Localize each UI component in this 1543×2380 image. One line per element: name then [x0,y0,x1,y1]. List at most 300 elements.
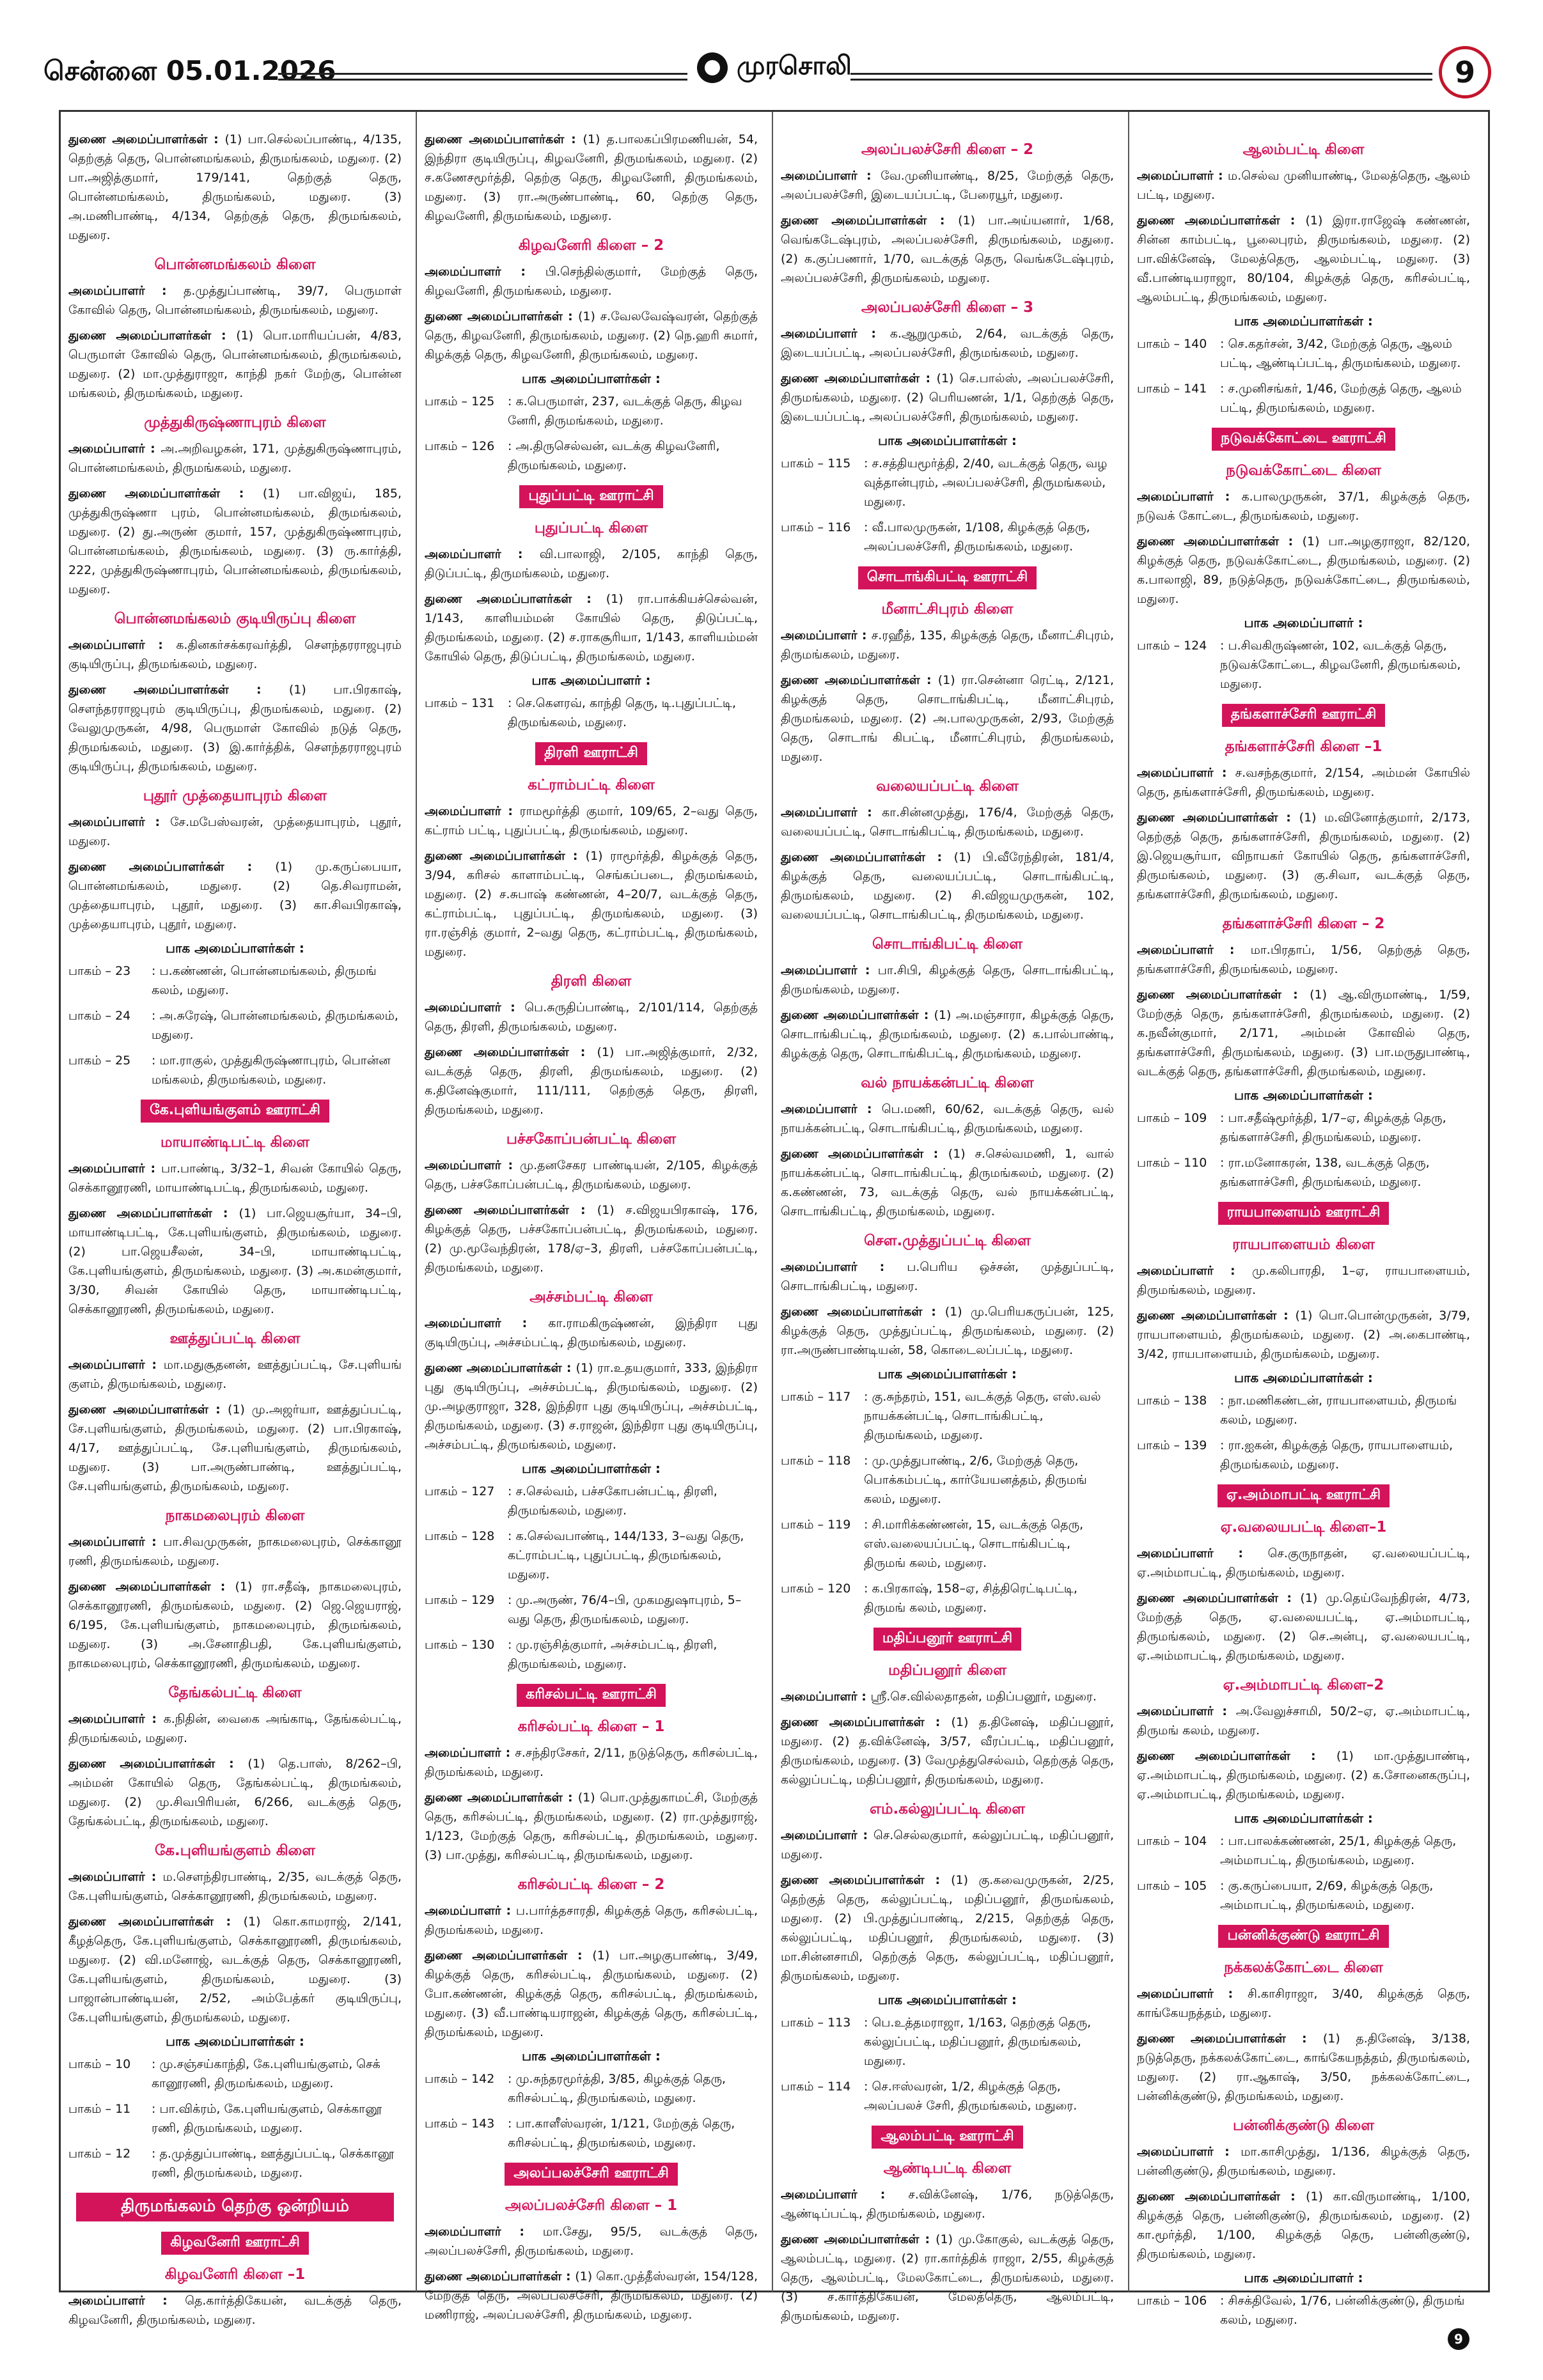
member-details: மு.தனசேகர பாண்டியன், 2/105, கிழக்குத் தெரு, பச்சகோப்பன்பட்டி, திருமங்கலம், மதுரை. [425,1158,758,1192]
role-label: அமைப்பாளர் : [1137,2145,1241,2159]
member-details: (1) த.தினேஷ், மதிப்பனூர், மதுரை. (2) த.விக்னேஷ், 3/57, வீரப்பட்டி, மதிப்பனூர், திருமங்கலம், மதுரை. (3) வேமுத்துசெல்வம், தெற்குத் தெரு, கல்லுப்பட்டி, மதிப்பனூர், திருமங்கலம், மதுரை. [781,1715,1114,1787]
member-details: பி.செந்தில்குமார், மேற்குத் தெரு, கிழவனேரி, திருமங்கலம், மதுரை. [425,265,758,298]
branch-section [68,1330,402,1496]
member-entry [1137,2142,1470,2181]
booth-subheading: பாக அமைப்பாளர்கள் : [1234,1810,1373,1826]
member-entry [1137,763,1470,802]
booth-details: : ப.கண்ணன், பொன்னமங்கலம், திருமங் கலம், மதுரை. [152,964,377,997]
booth-subheading: பாக அமைப்பாளர்கள் : [878,1992,1017,2007]
role-label: அமைப்பாளர் : [1137,766,1235,780]
panchayat-banner: ஆலம்பட்டி ஊராட்சி [872,2126,1022,2149]
role-label: அமைப்பாளர் : [781,628,872,642]
booth-number: பாகம் – 130 [425,1638,495,1652]
member-entry [68,130,402,245]
member-entry [781,324,1114,362]
role-label: அமைப்பாளர் : [781,2188,909,2202]
member-details: ப.பார்த்தசாரதி, கிழக்குத் தெரு, கரிசல்பட்டி, திருமங்கலம், மதுரை. [425,1904,758,1937]
branch-title: கரிசல்பட்டி கிளை – 2 [517,1876,665,1893]
booth-entry [425,2069,758,2108]
booth-details: : ப.சிவகிருஷ்ணன், 102, வடக்குத் தெரு, நடுவக்கோட்டை, கிழவனேரி, திருமங்கலம், மதுரை. [1220,639,1461,691]
header-rule-left [278,73,687,81]
member-entry [781,626,1114,664]
branch-title: சௌ.முத்துப்பட்டி கிளை [864,1233,1031,1249]
branch-section [1137,1484,1470,1665]
member-details: (1) மு.தெய்வேந்திரன், 4/73, மேற்குத் தெரு, ஏ.வலையபட்டி, ஏ.அம்மாபட்டி, திருமங்கலம், மதுரை. (2) செ.அன்பு, ஏ.வலையபட்டி, ஏ.அம்மாபட்டி, திருமங்கலம், மதுரை. [1137,1591,1470,1663]
booth-entry [68,961,402,1000]
role-label: துணை அமைப்பாளர்கள் : [425,1203,597,1217]
branch-section [1137,1925,1470,2106]
member-entry [68,1754,402,1831]
member-details: (1) ரா.உதயகுமார், 333, இந்திரா புது குடியிருப்பு, அச்சம்பட்டி, திருமங்கலம், மதுரை. (2) மு.அழகுராஜா, 328, இந்திரா புது குடியிருப்பு, அச்சம்பட்டி, திருமங்கலம், மதுரை. (3) ச.ராஜன், இந்திரா புது குடியிருப்பு, அச்சம்பட்டி, திருமங்கலம், மதுரை. [425,1361,758,1452]
member-details: மு.கலிபாரதி, 1–ஏ, ராயபாளையம், திருமங்கலம், மதுரை. [1137,1264,1470,1297]
branch-section [68,1842,402,2182]
panchayat-banner: பன்னிக்குண்டு ஊராட்சி [1218,1925,1388,1948]
booth-details: : அ.சுரேஷ், பொன்னமங்கலம், திருமங்கலம், மதுரை. [152,1009,398,1042]
member-entry [1137,808,1470,904]
booth-entry [1137,1876,1470,1915]
booth-details: : பெ.உத்தமராஜா, 1/163, தெற்குத் தெரு, கல்லுப்பட்டி, மதிப்பனூர், திருமங்கலம், மதுரை. [864,2016,1092,2068]
booth-number: பாகம் – 127 [425,1484,495,1498]
role-label: அமைப்பாளர் : [425,1904,516,1918]
booth-details: : வீ.பாலமுருகன், 1/108, கிழக்குத் தெரு, அலப்பலச்சேரி, திருமங்கலம், மதுரை. [864,520,1090,554]
member-details: ச.சந்திரசேகர், 2/11, நடுத்தெரு, கரிசல்பட்டி, திருமங்கலம், மதுரை. [425,1746,758,1779]
branch-title: அலப்பலச்சேரி கிளை – 2 [861,141,1034,158]
branch-title: கரிசல்பட்டி கிளை – 1 [517,1718,665,1735]
booth-details: : சி.மாரிக்கண்ணன், 15, வடக்குத் தெரு, எஸ்.வலையப்பட்டி, சொடாங்கிபட்டி, திருமங் கலம், மதுரை. [864,1518,1084,1570]
booth-entry [781,1515,1114,1573]
role-label: அமைப்பாளர் : [781,1690,871,1704]
role-label: துணை அமைப்பாளர்கள் : [1137,2189,1306,2204]
booth-subheading: பாக அமைப்பாளர்கள் : [1234,313,1373,329]
role-label: துணை அமைப்பாளர்கள் : [1137,988,1310,1002]
booth-entry [781,454,1114,511]
role-label: துணை அமைப்பாளர்கள் : [781,2232,936,2246]
member-entry [68,1159,402,1197]
member-details: (1) தெ.பாஸ், 8/262–பி, அம்மன் கோயில் தெரு, தேங்கல்பட்டி, திருமங்கலம், மதுரை. (2) மு.சிவபிரியன், 6/266, வடக்குத் தெரு, தேங்கல்பட்டி, திருமங்கலம், மதுரை. [68,1757,402,1828]
member-entry [425,130,758,226]
member-details: மா.காசிமுத்து, 1/136, கிழக்குத் தெரு, பன்னிகுண்டு, திருமங்கலம், மதுரை. [1137,2145,1470,2178]
booth-subheading: பாக அமைப்பாளர் : [531,673,651,688]
role-label: துணை அமைப்பாளர்கள் : [68,1206,239,1220]
booth-subheading: பாக அமைப்பாளர்கள் : [522,1461,661,1476]
booth-entry [425,2114,758,2152]
role-label: அமைப்பாளர் : [1137,490,1242,504]
booth-entry [781,1579,1114,1617]
member-details: (1) மு.அஜர்யா, ஊத்துப்பட்டி, சே.புளியங்குளம், திருமங்கலம், மதுரை. (2) பா.பிரகாஷ், 4/17, ஊத்துப்பட்டி, சே.புளியங்குளம், திருமங்கலம், மதுரை. (3) பா.அருண்பாண்டி, ஊத்துப்பட்டி, சே.புளியங்குளம், திருமங்கலம், மதுரை. [68,1403,402,1493]
member-entry [68,1355,402,1394]
branch-title: நடுவக்கோட்டை கிளை [1226,462,1381,479]
member-details: (1) மு.கோகுல், வடக்குத் தெரு, ஆலம்பட்டி, மதுரை. (2) ரா.கார்த்திக் ராஜா, 2/55, கிழக்குத் தெரு, ஆலம்பட்டி, மேலகோட்டை, திருமங்கலம், மதுரை. (3) ச.கார்த்திகேயன், மேலத்தெரு, ஆலம்பட்டி, திருமங்கலம், மதுரை. [781,2232,1114,2323]
booth-entry [1137,1391,1470,1429]
branch-title: ஆலம்பட்டி கிளை [1242,141,1365,158]
member-details: க.ஆறுமுகம், 2/64, வடக்குத் தெரு, இடையப்பட்டி, அலப்பலச்சேரி, திருமங்கலம், மதுரை. [781,327,1114,360]
role-label: துணை அமைப்பாளர்கள் : [425,1045,597,1059]
booth-details: : மு.ரஞ்சித்குமார், அச்சம்பட்டி, திரளி, திருமங்கலம், மதுரை. [508,1638,717,1671]
member-entry [68,439,402,478]
member-details: (1) த.தினேஷ், 3/138, நடுத்தெரு, நக்கலக்கோட்டை, காங்கேயநத்தம், திருமங்கலம், மதுரை. (2) ரா.ஆகாஷ், 3/50, நக்கலக்கோட்டை, பன்னிக்குண்டு, திருமங்கலம், மதுரை. [1137,2032,1470,2103]
member-entry [68,1867,402,1906]
booth-details: : த.முத்துப்பாண்டி, ஊத்துப்பட்டி, செக்கானூ ரணி, திருமங்கலம், மதுரை. [152,2147,395,2180]
member-entry [425,1743,758,1782]
member-entry [68,281,402,320]
member-details: (1) ரா.பாக்கியச்செல்வன், 1/143, காளியம்மன் கோயில் தெரு, திடுப்பட்டி, திருமங்கலம், மதுரை. (2) ச.ராகசூரியா, 1/143, காளியம்மன் கோயில் தெரு, திடுப்பட்டி, திருமங்கலம், மதுரை. [425,592,758,664]
role-label: அமைப்பாளர் : [425,1746,515,1760]
role-label: துணை அமைப்பாளர்கள் : [425,849,586,863]
panchayat-banner: கே.புளியங்குளம் ஊராட்சி [141,1100,329,1123]
member-details: (1) இரா.ராஜேஷ் கண்ணன், சின்ன காம்பட்டி, பூலைபுரம், திருமங்கலம், மதுரை. (2) பா.விக்னேஷ், மேலத்தெரு, ஆலம்பட்டி, மதுரை. (3) வீ.பாண்டியராஜா, 80/104, கிழக்குத் தெரு, கரிசல்பட்டி, ஆலம்பட்டி, திருமங்கலம், மதுரை. [1137,214,1470,304]
column-1 [61,112,409,2327]
role-label: அமைப்பாளர் : [425,1316,549,1330]
footer-page-number: 9 [1448,2328,1469,2350]
member-entry [1137,1261,1470,1300]
branch-title: ஊத்துப்பட்டி கிளை [169,1330,301,1347]
member-entry [1137,532,1470,609]
member-details: (1) கா.விருமாண்டி, 1/100, கிழக்குத் தெரு, பன்னிகுண்டு, திருமங்கலம், மதுரை. (2) கா.மூர்த்தி, 1/100, கிழக்குத் தெரு, பன்னிகுண்டு, திருமங்கலம், மதுரை. [1137,2189,1470,2261]
branch-title: ஏ.அம்மாபட்டி கிளை–2 [1223,1677,1384,1693]
member-entry [781,1100,1114,1138]
booth-number: பாகம் – 125 [425,394,495,408]
role-label: துணை அமைப்பாளர்கள் : [781,1305,945,1319]
member-entry [1137,2187,1470,2264]
booth-number: பாகம் – 106 [1137,2294,1207,2308]
member-details: (1) ம.வினோத்குமார், 2/173, தெற்குத் தெரு, தங்களாச்சேரி, திருமங்கலம், மதுரை. (2) இ.ஜெயசூர்யா, விநாயகர் கோயில் தெரு, தங்களாச்சேரி, திருமங்கலம், மதுரை. (3) கு.சிவா, வடக்குத் தெரு, தங்களாச்சேரி, திருமங்கலம், மதுரை. [1137,811,1470,901]
booth-number: பாகம் – 117 [781,1390,851,1404]
member-details: (1) பா.ஜெயசூர்யா, 34–பி, மாயாண்டிபட்டி, கே.புளியங்குளம், திருமங்கலம், மதுரை. (2) பா.ஜெயசீலன், 34–பி, மாயாண்டிபட்டி, கே.புளியங்குளம், திருமங்கலம், மதுரை. (3) அ.கமன்குமார், 3/30, சிவன் கோயில் தெரு, மாயாண்டிபட்டி, செக்கானூரணி, திருமங்கலம், மதுரை. [68,1206,402,1316]
member-entry [425,1358,758,1454]
member-entry [68,484,402,599]
branch-section [425,2163,758,2324]
panchayat-banner: அலப்பலச்சேரி ஊராட்சி [505,2163,677,2186]
booth-entry [1137,334,1470,373]
member-entry [781,1006,1114,1063]
booth-number: பாகம் – 138 [1137,1394,1207,1408]
member-details: (1) பா.அஜித்குமார், 2/32, வடக்குத் தெரு, திரளி, திருமங்கலம், மதுரை. (2) க.தினேஷ்குமார், 111/111, தெற்குத் தெரு, திரளி, திருமங்கலம், மதுரை. [425,1045,758,1117]
booth-entry [1137,1108,1470,1147]
member-details: அ.அறிவழகன், 171, முத்துகிருஷ்ணாபுரம், பொன்னமங்கலம், திருமங்கலம், மதுரை. [68,442,402,475]
booth-details: : செ.ஈஸ்வரன், 1/2, கிழக்குத் தெரு, அலப்பலச் சேரி, திருமங்கலம், மதுரை. [864,2080,1077,2113]
member-details: (1) கொ.காமராஜ், 2/141, கீழத்தெரு, கே.புளியங்குளம், செக்கானூரணி, திருமங்கலம், மதுரை. (2) வி.மனோஜ், வடக்குத் தெரு, செக்கானூரணி, கே.புளியங்குளம், திருமங்கலம், மதுரை. (3) பாஜான்பாண்டியன், 2/52, அம்பேத்கர் குடியிருப்பு, கே.புளியங்குளம், திருமங்கலம், மதுரை. [68,1915,402,2025]
branch-section [781,936,1114,1063]
member-details: (1) பா.பிரகாஷ், சௌந்தரராஜபுரம் குடியிருப்பு, திருமங்கலம், மதுரை. (2) வேலுமுருகன், 4/98, பெருமாள் கோவில் நடுத் தெரு, திருமங்கலம், மதுரை. (3) இ.கார்த்திக், சௌந்தரராஜபுரம் குடியிருப்பு, திருமங்கலம், மதுரை. [68,683,402,774]
member-details: (1) அ.மஞ்சாரா, கிழக்குத் தெரு, சொடாங்கிபட்டி, திருமங்கலம், மதுரை. (2) க.பால்பாண்டி, கிழக்குத் தெரு, சொடாங்கிபட்டி, திருமங்கலம், மதுரை. [781,1008,1114,1061]
member-details: (1) ச.விஜயபிரகாஷ், 176, கிழக்குத் தெரு, பச்சகோப்பன்பட்டி, திருமங்கலம், மதுரை. (2) மு.மூவேந்திரன், 178/ஏ–3, திரளி, பச்சகோப்பன்பட்டி, திருமங்கலம், மதுரை. [425,1203,758,1275]
union-banner: திருமங்கலம் தெற்கு ஒன்றியம் [76,2193,394,2221]
booth-entry [425,1482,758,1520]
branch-section [781,2126,1114,2326]
member-details: ம.செல்வ முனியாண்டி, மேலத்தெரு, ஆலம் பட்டி, மதுரை. [1137,169,1470,202]
panchayat-banner: கிழவனேரி ஊராட்சி [161,2232,309,2255]
branch-title: ஏ.வலையபட்டி கிளை–1 [1220,1519,1387,1536]
role-label: துணை அமைப்பாளர்கள் : [68,1580,235,1594]
role-label: துணை அமைப்பாளர்கள் : [781,1715,952,1729]
booth-number: பாகம் – 143 [425,2117,495,2131]
booth-details: : செ.கதர்சன், 3/42, மேற்குத் தெரு, ஆலம் பட்டி, ஆண்டிப்பட்டி, திருமங்கலம், மதுரை. [1220,337,1461,370]
booth-details: : செ.கௌரவ், காந்தி தெரு, டி.புதுப்பட்டி, திருமங்கலம், மதுரை. [508,696,737,729]
member-details: (1) பா.செல்லப்பாண்டி, 4/135, தெற்குத் தெரு, பொன்னமங்கலம், திருமங்கலம், மதுரை. (2) பா.அஜித்குமார், 179/141, தெற்குத் தெரு, பொன்னமங்கலம், திருமங்கலம், மதுரை. (3) அ.மணிபாண்டி, 4/134, தெற்குத் தெரு, திருமங்கலம், மதுரை. [68,132,402,242]
booth-entry [1137,2291,1470,2329]
member-details: க.தினகர்சக்கரவர்த்தி, சௌந்தரராஜபுரம் குடியிருப்பு, திருமங்கலம், மதுரை. [68,638,402,671]
booth-number: பாகம் – 115 [781,456,851,471]
member-entry [781,848,1114,924]
role-label: அமைப்பாளர் : [68,284,184,298]
booth-number: பாகம் – 10 [68,2057,131,2071]
member-details: (1) பொ.பொன்முருகன், 3/79, ராயபாளையம், திருமங்கலம், மதுரை. (2) அ.கைபாண்டி, 3/42, ராயபாளையம், திருமங்கலம், மதுரை. [1137,1309,1470,1361]
branch-section [68,414,402,599]
booth-entry [425,1527,758,1584]
booth-number: பாகம் – 113 [781,2016,851,2030]
role-label: அமைப்பாளர் : [68,1162,161,1176]
booth-subheading: பாக அமைப்பாளர்கள் : [878,433,1017,448]
role-label: அமைப்பாளர் : [68,2294,185,2308]
member-entry [425,1201,758,1277]
member-details: ராமமூர்த்தி குமார், 109/65, 2–வது தெரு, கட்ராம் பட்டி, புதுப்பட்டி, திருமங்கலம், மதுரை. [425,804,758,837]
branch-title: அலப்பலச்சேரி கிளை – 3 [861,299,1034,316]
member-details: (1) மா.முத்துபாண்டி, ஏ.அம்மாபட்டி, திருமங்கலம், மதுரை. (2) க.சோனைகருப்பு, ஏ.அம்மாபட்டி, திருமங்கலம், மதுரை. [1137,1749,1470,1801]
member-details: செ.குருநாதன், ஏ.வலையப்பட்டி, ஏ.அம்மாபட்டி, திருமங்கலம், மதுரை. [1137,1546,1470,1580]
member-details: கா.ராமகிருஷ்ணன், இந்திரா புது குடியிருப்பு, அச்சம்பட்டி, திருமங்கலம், மதுரை. [425,1316,758,1349]
member-entry [68,2291,402,2329]
branch-section [425,1131,758,1277]
role-label: துணை அமைப்பாளர்கள் : [68,132,225,146]
member-entry [1137,1746,1470,1804]
member-entry [781,671,1114,766]
member-details: (1) பி.வீரேந்திரன், 181/4, கிழக்குத் தெரு, வலையப்பட்டி, சொடாங்கிபட்டி, திருமங்கலம், மதுரை. (2) சி.விஜயமுருகன், 102, வலையப்பட்டி, சொடாங்கிபட்டி, திருமங்கலம், மதுரை. [781,850,1114,922]
member-details: க.நிதின், வைகை அங்காடி, தேங்கல்பட்டி, திருமங்கலம், மதுரை. [68,1712,402,1745]
booth-number: பாகம் – 131 [425,696,495,710]
branch-section [1137,1202,1470,1474]
booth-details: : மா.ராகுல், முத்துகிருஷ்ணாபுரம், பொன்ன மங்கலம், திருமங்கலம், மதுரை. [152,1054,391,1087]
branch-title: பச்சகோப்பன்பட்டி கிளை [506,1131,677,1147]
panchayat-banner: கரிசல்பட்டி ஊராட்சி [517,1684,666,1707]
member-entry [425,262,758,300]
member-entry [425,1314,758,1352]
member-details: பா.பாண்டி, 3/32–1, சிவன் கோயில் தெரு, செக்கானூரணி, மாயாண்டிபட்டி, திருமங்கலம், மதுரை. [68,1162,402,1195]
role-label: அமைப்பாளர் : [68,1870,163,1884]
member-details: பா.சிபி, கிழக்குத் தெரு, சொடாங்கிபட்டி, திருமங்கலம், மதுரை. [781,963,1114,997]
member-details: (1) பா.அய்யனார், 1/68, வெங்கடேஷ்புரம், அலப்பலச்சேரி, திருமங்கலம், மதுரை. (2) க.குப்பணார், 1/70, வடக்குத் தெரு, வெங்கடேஷ்புரம், அலப்பலச்சேரி, திருமங்கலம், மதுரை. [781,214,1114,285]
role-label: துணை அமைப்பாளர்கள் : [781,673,938,687]
booth-subheading: பாக அமைப்பாளர்கள் : [1234,1087,1373,1103]
member-entry [68,1912,402,2027]
branch-title: கிழவனேரி கிளை –1 [164,2266,306,2283]
booth-entry [1137,1153,1470,1192]
booth-subheading: பாக அமைப்பாளர்கள் : [166,2034,304,2049]
member-details: (1) பா.அழகுபாண்டி, 3/49, கிழக்குத் தெரு, கரிசல்பட்டி, திருமங்கலம், மதுரை. (2) போ.கண்ணன், கிழக்குத் தெரு, கரிசல்பட்டி, திருமங்கலம், மதுரை. (3) வீ.பாண்டியராஜன், கிழக்குத் தெரு, கரிசல்பட்டி, திருமங்கலம், மதுரை. [425,1948,758,2039]
member-details: பா.சிவமுருகன், நாகமலைபுரம், செக்கானூ ரணி, திருமங்கலம், மதுரை. [68,1535,402,1568]
role-label: துணை அமைப்பாளர்கள் : [425,2269,576,2283]
member-entry [425,1156,758,1194]
role-label: அமைப்பாளர் : [68,442,161,456]
branch-title: புதூர் முத்தையாபுரம் கிளை [143,788,327,804]
member-entry [1137,166,1470,205]
member-entry [1137,1589,1470,1665]
member-entry [781,2230,1114,2326]
member-details: மா.பிரதாப், 1/56, தெற்குத் தெரு, தங்களாச்சேரி, திருமங்கலம், மதுரை. [1137,943,1470,976]
member-entry [68,635,402,674]
member-entry [425,846,758,961]
member-details: வே.முனியாண்டி, 8/25, மேற்குத் தெரு, அலப்பலச்சேரி, இடையப்பட்டி, பேரையூர், மதுரை. [781,169,1114,202]
booth-details: : கு.கருப்பையா, 2/69, கிழக்குத் தெரு, அம்மாபட்டி, திருமங்கலம், மதுரை. [1220,1879,1434,1912]
role-label: அமைப்பாளர் : [425,1000,525,1015]
role-label: துணை அமைப்பாளர்கள் : [1137,1309,1296,1323]
booth-entry [425,437,758,475]
branch-title: பொன்னமங்கலம் கிளை [154,256,316,273]
member-entry [781,166,1114,205]
booth-number: பாகம் – 129 [425,1593,495,1607]
branch-title: மாயாண்டிபட்டி கிளை [161,1134,309,1151]
branch-title: தங்களாச்சேரி கிளை – 2 [1222,915,1385,932]
member-entry [1137,1306,1470,1364]
role-label: அமைப்பாளர் : [781,805,882,820]
member-details: (1) ச.வேலவேஷ்வரன், தெற்குத் தெரு, கிழவனேரி, திருமங்கலம், மதுரை. (2) நெ.ஹரி சுமார், கிழக்குத் தெரு, கிழவனேரி, திருமங்கலம், மதுரை. [425,309,758,362]
booth-number: பாகம் – 12 [68,2147,131,2161]
branch-title: கட்ராம்பட்டி கிளை [528,777,655,793]
booth-entry [68,2144,402,2182]
branch-title: பொன்னமங்கலம் குடியிருப்பு கிளை [114,611,356,627]
newspaper-logo-icon [697,52,728,83]
booth-entry [425,392,758,430]
booth-details: : க.பிரகாஷ், 158–ஏ, சித்திரெட்டிபட்டி, திருமங் கலம், மதுரை. [864,1582,1077,1615]
branch-title: ஆண்டிபட்டி கிளை [883,2160,1012,2177]
branch-section [425,1684,758,1865]
member-entry [425,2267,758,2324]
branch-section [781,1233,1114,1617]
member-entry [781,1257,1114,1296]
booth-details: : க.பெருமாள், 237, வடக்குத் தெரு, கிழவ னேரி, திருமங்கலம், மதுரை. [508,394,742,428]
member-details: வி.பாலாஜி, 2/105, காந்தி தெரு, திடுப்பட்டி, திருமங்கலம், மதுரை. [425,547,758,580]
branch-section [425,237,758,475]
branch-title: கிழவனேரி கிளை – 2 [518,237,664,254]
member-details: (1) கொ.முத்தீஸ்வரன், 154/128, மேற்குத் தெரு, அலப்பலச்சேரி, திருமங்கலம், மதுரை. (2) மணிராஜ், அலப்பலச்சேரி, திருமங்கலம், மதுரை. [425,2269,758,2322]
role-label: அமைப்பாளர் : [781,1102,882,1116]
branch-section [68,1100,402,1319]
role-label: துணை அமைப்பாளர்கள் : [425,1948,593,1963]
role-label: அமைப்பாளர் : [425,1158,521,1172]
role-label: துணை அமைப்பாளர்கள் : [781,850,954,864]
booth-details: : பா.விக்ரம், கே.புளியங்குளம், செக்கானூ ரணி, திருமங்கலம், மதுரை. [152,2102,382,2135]
role-label: அமைப்பாளர் : [68,1712,164,1726]
member-details: (1) பா.விஜய், 185, முத்துகிருஷ்ணா புரம், பொன்னமங்கலம், திருமங்கலம், மதுரை. (2) து.அருண் குமார், 157, முத்துகிருஷ்ணாபுரம், பொன்னமங்கலம், திருமங்கலம், மதுரை. (3) ரு.கார்த்தி, 222, முத்துகிருஷ்ணாபுரம், பொன்னமங்கலம், திருமங்கலம், மதுரை. [68,486,402,596]
member-entry [781,1871,1114,1986]
member-entry [425,802,758,840]
role-label: துணை அமைப்பாளர்கள் : [68,486,263,501]
role-label: துணை அமைப்பாளர்கள் : [781,371,937,385]
member-details: ச.ரஹீத், 135, கிழக்குத் தெரு, மீனாட்சிபுரம், திருமங்கலம், மதுரை. [781,628,1114,662]
member-details: பெ.சுருதிப்பாண்டி, 2/101/114, தெற்குத் தெரு, திரளி, திருமங்கலம், மதுரை. [425,1000,758,1034]
branch-title: பன்னிக்குண்டு கிளை [1232,2117,1375,2134]
role-label: துணை அமைப்பாளர்கள் : [1137,811,1299,825]
role-label: அமைப்பாளர் : [425,547,540,561]
booth-subheading: பாக அமைப்பாளர்கள் : [522,371,661,386]
booth-details: : பா.காளீஸ்வரன், 1/121, மேற்குத் தெரு, கரிசல்பட்டி, திருமங்கலம், மதுரை. [508,2117,735,2150]
member-details: மா.சேது, 95/5, வடக்குத் தெரு, அலப்பலச்சேரி, திருமங்கலம், மதுரை. [425,2225,758,2258]
booth-details: : சிசக்திவேல், 1/76, பன்னிக்குண்டு, திருமங் கலம், மதுரை. [1220,2294,1465,2327]
booth-entry [781,2013,1114,2071]
member-entry [1137,1984,1470,2023]
booth-entry [781,1387,1114,1445]
member-details: மா.மதுசூதனன், ஊத்துப்பட்டி, சே.புளியங் குளம், திருமங்கலம், மதுரை. [68,1358,402,1391]
branch-title: நாகமலைபுரம் கிளை [165,1507,305,1524]
booth-number: பாகம் – 126 [425,439,495,453]
booth-entry [1137,1436,1470,1474]
panchayat-banner: நடுவக்கோட்டை ஊராட்சி [1212,428,1395,451]
booth-entry [1137,379,1470,417]
booth-number: பாகம் – 141 [1137,382,1207,396]
masthead [697,51,852,84]
branch-section [425,973,758,1119]
booth-number: பாகம் – 116 [781,520,851,534]
branch-title: சொடாங்கிபட்டி கிளை [872,936,1023,953]
member-details: க.பாலமுருகன், 37/1, கிழக்குத் தெரு, நடுவக் கோட்டை, திருமங்கலம், மதுரை. [1137,490,1470,523]
role-label: அமைப்பாளர் : [1137,1546,1268,1560]
role-label: துணை அமைப்பாளர்கள் : [68,1915,244,1929]
booth-subheading: பாக அமைப்பாளர் : [1244,2270,1363,2285]
member-details: கா.சின்னமுத்து, 176/4, மேற்குத் தெரு, வலையப்பட்டி, சொடாங்கிபட்டி, திருமங்கலம், மதுரை. [781,805,1114,839]
booth-number: பாகம் – 124 [1137,639,1207,653]
member-entry [781,1713,1114,1789]
booth-details: : ச.சத்தியமூர்த்தி, 2/40, வடக்குத் தெரு, வழ வுத்தான்புரம், அலப்பலச்சேரி, திருமங்கலம், மதுரை. [864,456,1108,509]
branch-section [781,566,1114,766]
role-label: துணை அமைப்பாளர்கள் : [68,683,289,697]
member-entry [68,326,402,403]
member-details: செ.செல்லகுமார், கல்லுப்பட்டி, மதிப்பனூர், மதுரை. [781,1828,1114,1862]
booth-number: பாகம் – 119 [781,1518,851,1532]
member-entry [425,998,758,1036]
branch-title: கே.புளியங்குளம் கிளை [154,1842,316,1859]
booth-details: : ரா.மனோகரன், 138, வடக்குத் தெரு, தங்களாச்சேரி, திருமங்கலம், மதுரை. [1220,1156,1430,1189]
page-header [26,38,1517,109]
branch-section [1137,2117,1470,2329]
booth-details: : மு.முத்துபாண்டி, 2/6, மேற்குத் தெரு, பொக்கம்பட்டி, கார்யேயனத்தம், திருமங் கலம், மதுரை. [864,1454,1087,1506]
member-entry [1137,1544,1470,1582]
member-entry [1137,1702,1470,1740]
booth-entry [68,1006,402,1045]
member-entry [68,1532,402,1571]
role-label: துணை அமைப்பாளர்கள் : [68,1757,248,1771]
member-details: (1) ஆ.விருமாண்டி, 1/59, மேற்குத் தெரு, தங்களாச்சேரி, திருமங்கலம், மதுரை. (2) க.நவீன்குமார், 2/171, அம்மன் கோவில் தெரு, தங்களாச்சேரி, திருமங்கலம், மதுரை. (3) பா.மருதுபாண்டி, வடக்குத் தெரு, தங்களாச்சேரி, திருமங்கலம், மதுரை. [1137,988,1470,1078]
branch-section [68,2193,402,2329]
role-label: துணை அமைப்பாளர்கள் : [425,309,579,323]
member-details: அ.வேலுச்சாமி, 50/2–ஏ, ஏ.அம்மாபட்டி, திருமங் கலம், மதுரை. [1137,1704,1470,1738]
member-details: (1) ச.செல்வமணி, 1, வால் நாயக்கன்பட்டி, சொடாங்கிபட்டி, திருமங்கலம், மதுரை. (2) க.கண்ணன், 73, வடக்குத் தெரு, வல் நாயக்கன்பட்டி, சொடாங்கிபட்டி, திருமங்கலம், மதுரை. [781,1147,1115,1218]
branch-title: மதிப்பனூர் கிளை [888,1662,1006,1679]
role-label: துணை அமைப்பாளர்கள் : [1137,2032,1323,2046]
booth-entry [1137,1832,1470,1870]
panchayat-banner: ராயபாளையம் ஊராட்சி [1218,1202,1390,1225]
panchayat-banner: தங்களாச்சேரி ஊராட்சி [1222,704,1386,727]
role-label: அமைப்பாளர் : [68,815,171,829]
booth-number: பாகம் – 104 [1137,1834,1207,1848]
member-details: (1) கு.கவைமுருகன், 2/25, தெற்குத் தெரு, கல்லுப்பட்டி, மதிப்பனூர், திருமங்கலம், மதுரை. (2) பி.முத்துப்பாண்டி, 2/215, தெற்குத் தெரு, கல்லுப்பட்டி, மதிப்பனூர், திருமங்கலம், மதுரை. (3) மா.சின்னசாமி, தெற்குத் தெரு, கல்லுப்பட்டி, மதிப்பனூர், திருமங்கலம், மதுரை. [781,1873,1114,1983]
booth-entry [781,1451,1114,1509]
role-label: அமைப்பாளர் : [425,2225,543,2239]
role-label: துணை அமைப்பாளர்கள் : [781,1147,948,1161]
role-label: அமைப்பாளர் : [68,1535,164,1549]
member-details: (1) மு.கருப்பையா, பொன்னமங்கலம், மதுரை. (2) தெ.சிவராமன், முத்தையாபுரம், புதூர், மதுரை. (3) கா.சிவபிரகாஷ், முத்தையாபுரம், புதூர், மதுரை. [68,860,402,931]
booth-entry [425,1635,758,1674]
member-details: த.முத்துப்பாண்டி, 39/7, பெருமாள் கோவில் தெரு, பொன்னமங்கலம், திருமங்கலம், மதுரை. [68,284,402,317]
header-rule-right [850,73,1432,81]
booth-number: பாகம் – 140 [1137,337,1207,351]
member-entry [425,1043,758,1119]
branch-section [781,1628,1114,1789]
booth-entry [68,1051,402,1089]
booth-details: : கு.சுந்தரம், 151, வடக்குத் தெரு, எஸ்.வல் நாயக்கன்பட்டி, சொடாங்கிபட்டி, திருமங்கலம், மதுரை. [864,1390,1101,1442]
member-details: சி.காசிராஜா, 3/40, கிழக்குத் தெரு, காங்கேயநத்தம், மதுரை. [1137,1987,1470,2020]
member-details: (1) செ.பால்ஸ், அலப்பலச்சேரி, திருமங்கலம், மதுரை. (2) பெரியணன், 1/1, தெற்குத் தெரு, இடையப்பட்டி, அலப்பலச்சேரி, திருமங்கலம், மதுரை. [781,371,1114,424]
page-number-badge: 9 [1439,46,1491,98]
role-label: அமைப்பாளர் : [1137,1264,1253,1278]
